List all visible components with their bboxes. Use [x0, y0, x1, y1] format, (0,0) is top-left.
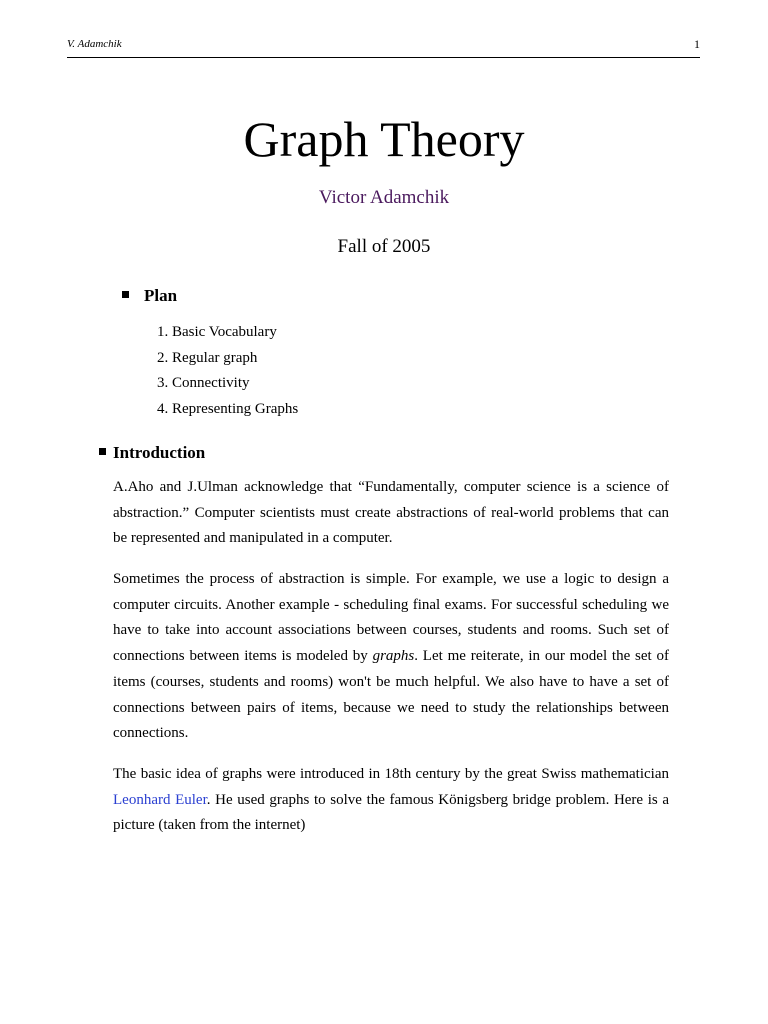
plan-heading — [122, 285, 177, 307]
plan-item: 3. Connectivity — [157, 375, 250, 391]
paragraph-2-text-start: Sometimes the process of abstraction is simple. For example, we use a logic to design a computer circuits. Another example - scheduling final exams. For successful scheduling we have to take into account associations between courses, students and rooms. Such set of connections between items is modeled by — [113, 571, 669, 665]
introduction-heading — [99, 442, 205, 464]
introduction-paragraph-3 — [113, 762, 669, 839]
introduction-paragraph-2 — [113, 567, 669, 747]
plan-heading-text: Plan — [144, 286, 178, 305]
introduction-paragraph-1: A.Aho and J.Ulman acknowledge that “Fundamentally, computer science is a science of abstraction.” Computer scientists must create abstractions of real-world problems that can be represented and manipulated in a computer. — [113, 479, 669, 547]
graphs-emphasis: graphs — [372, 648, 415, 665]
paragraph-3-text-end: . He used graphs to solve the famous Königsberg bridge problem. Here is a picture (taken from the internet) — [113, 791, 669, 834]
paragraph-2-text-end: . Let me reiterate, in our model the set of items (courses, students and rooms) won't be much helpful. We also have to have a set of connections between pairs of items, because we need to study the relationships between connections. — [113, 648, 669, 742]
document-title: Graph Theory — [243, 111, 525, 167]
introduction-heading-text: Introduction — [113, 443, 206, 462]
document-author: Victor Adamchik — [318, 187, 450, 208]
page-number: 1 — [694, 37, 700, 51]
page-header — [67, 36, 700, 58]
leonhard-euler-link[interactable]: Leonhard Euler — [113, 791, 207, 808]
square-bullet-icon — [99, 448, 106, 455]
paragraph-3-text-start: The basic idea of graphs were introduced in 18th century by the great Swiss mathematician — [113, 766, 669, 782]
plan-item: 1. Basic Vocabulary — [157, 324, 277, 340]
plan-item: 4. Representing Graphs — [157, 400, 299, 417]
plan-item: 2. Regular graph — [157, 349, 258, 366]
plan-list — [157, 320, 298, 422]
document-date: Fall of 2005 — [337, 236, 431, 257]
square-bullet-icon — [122, 291, 129, 298]
header-author: V. Adamchik — [67, 38, 122, 50]
